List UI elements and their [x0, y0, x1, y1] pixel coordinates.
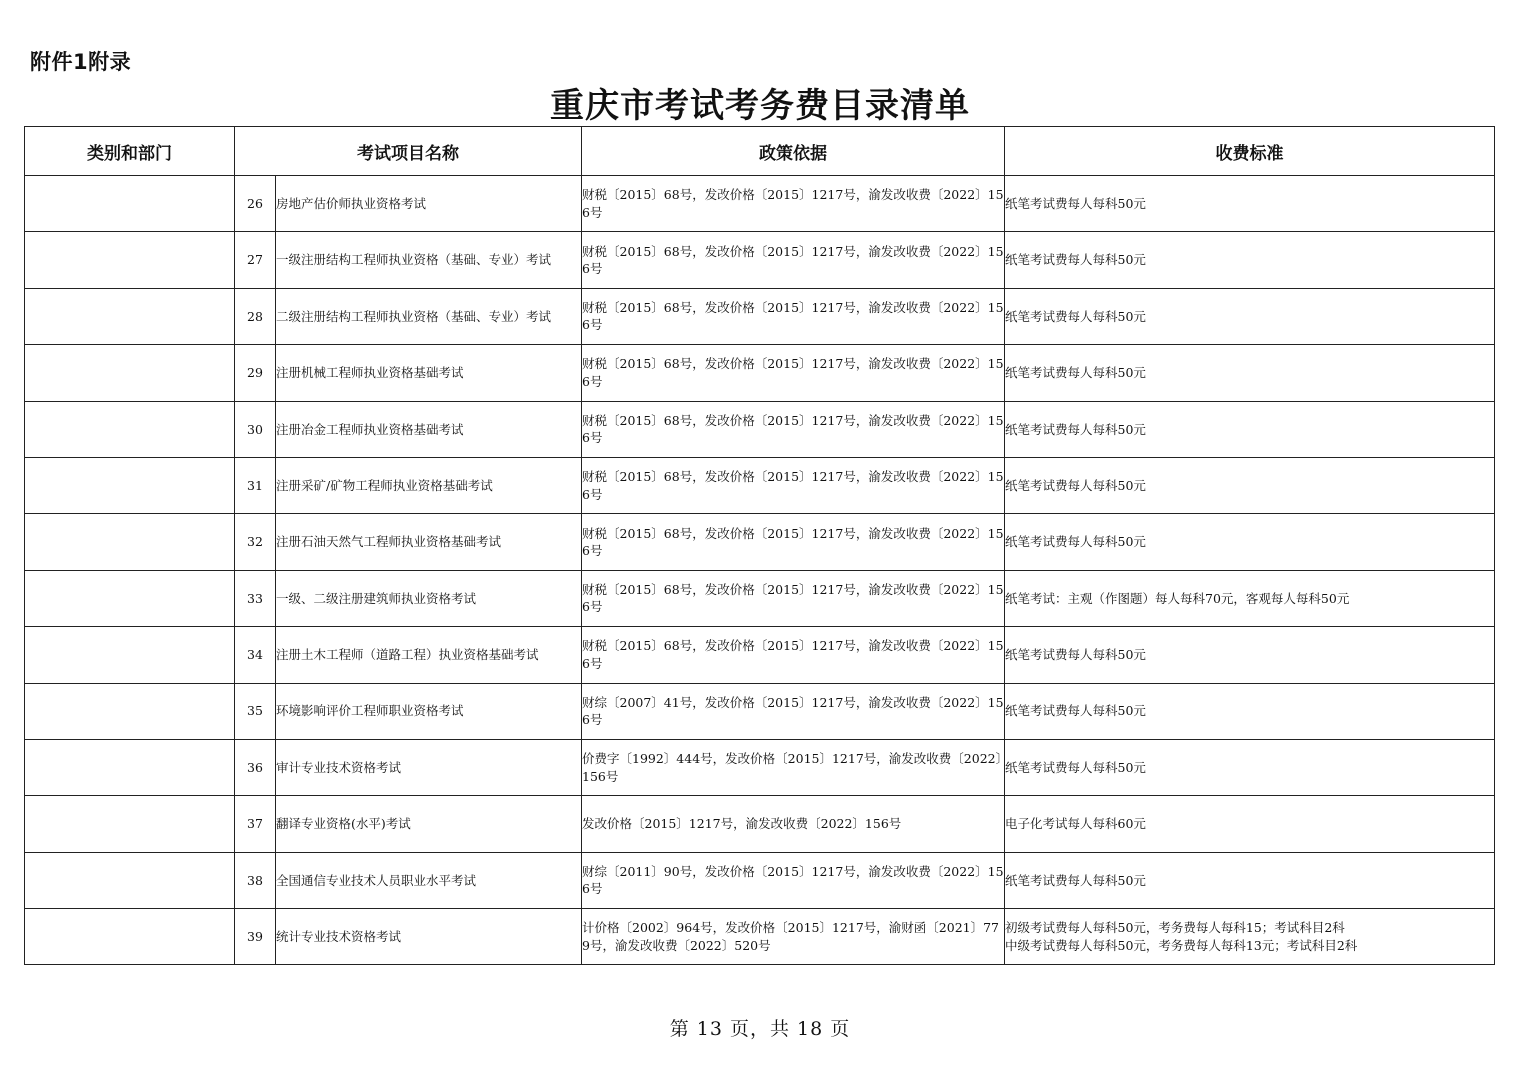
- policy-basis: 发改价格〔2015〕1217号，渝发改收费〔2022〕156号: [582, 796, 1005, 852]
- header-policy-basis: 政策依据: [582, 127, 1005, 176]
- policy-basis: 财综〔2007〕41号，发改价格〔2015〕1217号，渝发改收费〔2022〕156号: [582, 683, 1005, 739]
- table-row: [25, 345, 1495, 401]
- header-fee-standard: 收费标准: [1005, 127, 1495, 176]
- category-cell: [25, 570, 235, 626]
- row-number: 33: [235, 570, 276, 626]
- fee-standard: 电子化考试每人每科60元: [1005, 796, 1495, 852]
- row-number: 35: [235, 683, 276, 739]
- table-row: [25, 176, 1495, 232]
- row-number: 37: [235, 796, 276, 852]
- exam-name: 审计专业技术资格考试: [276, 739, 582, 795]
- table-row: [25, 627, 1495, 683]
- header-exam-name: 考试项目名称: [235, 127, 582, 176]
- exam-name: 注册土木工程师（道路工程）执业资格基础考试: [276, 627, 582, 683]
- policy-basis: 财税〔2015〕68号，发改价格〔2015〕1217号，渝发改收费〔2022〕156号: [582, 514, 1005, 570]
- policy-basis: 计价格〔2002〕964号，发改价格〔2015〕1217号，渝财函〔2021〕779号，渝发改收费〔2022〕520号: [582, 909, 1005, 965]
- fee-standard: 纸笔考试费每人每科50元: [1005, 176, 1495, 232]
- fee-standard: 纸笔考试费每人每科50元: [1005, 345, 1495, 401]
- fee-standard: 初级考试费每人每科50元，考务费每人每科15；考试科目2科 中级考试费每人每科50元，考务费每人每科13元；考试科目2科: [1005, 909, 1495, 965]
- table-row: [25, 683, 1495, 739]
- policy-basis: 财税〔2015〕68号，发改价格〔2015〕1217号，渝发改收费〔2022〕156号: [582, 457, 1005, 513]
- exam-name: 翻译专业资格(水平)考试: [276, 796, 582, 852]
- policy-basis: 财税〔2015〕68号，发改价格〔2015〕1217号，渝发改收费〔2022〕156号: [582, 345, 1005, 401]
- exam-name: 注册冶金工程师执业资格基础考试: [276, 401, 582, 457]
- table-row: [25, 232, 1495, 288]
- page-footer: 第 13 页，共 18 页: [669, 1018, 851, 1040]
- category-cell: [25, 457, 235, 513]
- table-row: [25, 401, 1495, 457]
- category-cell: [25, 739, 235, 795]
- policy-basis: 财税〔2015〕68号，发改价格〔2015〕1217号，渝发改收费〔2022〕156号: [582, 570, 1005, 626]
- table-row: [25, 457, 1495, 513]
- table-row: [25, 514, 1495, 570]
- policy-basis: 财税〔2015〕68号，发改价格〔2015〕1217号，渝发改收费〔2022〕156号: [582, 232, 1005, 288]
- exam-name: 全国通信专业技术人员职业水平考试: [276, 852, 582, 908]
- exam-name: 注册机械工程师执业资格基础考试: [276, 345, 582, 401]
- exam-name: 注册石油天然气工程师执业资格基础考试: [276, 514, 582, 570]
- exam-name: 注册采矿/矿物工程师执业资格基础考试: [276, 457, 582, 513]
- fee-standard: 纸笔考试费每人每科50元: [1005, 852, 1495, 908]
- row-number: 26: [235, 176, 276, 232]
- row-number: 30: [235, 401, 276, 457]
- fee-standard: 纸笔考试费每人每科50元: [1005, 683, 1495, 739]
- policy-basis: 财税〔2015〕68号，发改价格〔2015〕1217号，渝发改收费〔2022〕156号: [582, 176, 1005, 232]
- policy-basis: 财税〔2015〕68号，发改价格〔2015〕1217号，渝发改收费〔2022〕156号: [582, 627, 1005, 683]
- exam-name: 环境影响评价工程师职业资格考试: [276, 683, 582, 739]
- header-category: 类别和部门: [25, 127, 235, 176]
- fee-standard: 纸笔考试费每人每科50元: [1005, 288, 1495, 344]
- exam-name: 一级、二级注册建筑师执业资格考试: [276, 570, 582, 626]
- page-title: 重庆市考试考务费目录清单: [550, 86, 970, 126]
- row-number: 27: [235, 232, 276, 288]
- category-cell: [25, 345, 235, 401]
- row-number: 34: [235, 627, 276, 683]
- fee-standard: 纸笔考试费每人每科50元: [1005, 739, 1495, 795]
- policy-basis: 财税〔2015〕68号，发改价格〔2015〕1217号，渝发改收费〔2022〕156号: [582, 288, 1005, 344]
- exam-name: 二级注册结构工程师执业资格（基础、专业）考试: [276, 288, 582, 344]
- policy-basis: 财税〔2015〕68号，发改价格〔2015〕1217号，渝发改收费〔2022〕156号: [582, 401, 1005, 457]
- row-number: 36: [235, 739, 276, 795]
- table-row: [25, 852, 1495, 908]
- category-cell: [25, 288, 235, 344]
- table-row: [25, 739, 1495, 795]
- category-cell: [25, 627, 235, 683]
- exam-name: 统计专业技术资格考试: [276, 909, 582, 965]
- category-cell: [25, 909, 235, 965]
- category-cell: [25, 401, 235, 457]
- policy-basis: 价费字〔1992〕444号，发改价格〔2015〕1217号，渝发改收费〔2022〕156号: [582, 739, 1005, 795]
- policy-basis: 财综〔2011〕90号，发改价格〔2015〕1217号，渝发改收费〔2022〕156号: [582, 852, 1005, 908]
- table-row: [25, 796, 1495, 852]
- row-number: 38: [235, 852, 276, 908]
- row-number: 29: [235, 345, 276, 401]
- fee-standard: 纸笔考试费每人每科50元: [1005, 514, 1495, 570]
- fee-standard: 纸笔考试：主观（作图题）每人每科70元，客观每人每科50元: [1005, 570, 1495, 626]
- exam-name: 一级注册结构工程师执业资格（基础、专业）考试: [276, 232, 582, 288]
- row-number: 32: [235, 514, 276, 570]
- category-cell: [25, 176, 235, 232]
- fee-catalog-table: [24, 126, 1495, 965]
- category-cell: [25, 796, 235, 852]
- row-number: 28: [235, 288, 276, 344]
- category-cell: [25, 683, 235, 739]
- row-number: 31: [235, 457, 276, 513]
- attachment-label: 附件1附录: [30, 50, 132, 74]
- exam-name: 房地产估价师执业资格考试: [276, 176, 582, 232]
- table-row: [25, 909, 1495, 965]
- fee-standard: 纸笔考试费每人每科50元: [1005, 627, 1495, 683]
- table-row: [25, 570, 1495, 626]
- table-header-row: [25, 127, 1495, 176]
- fee-standard: 纸笔考试费每人每科50元: [1005, 401, 1495, 457]
- category-cell: [25, 852, 235, 908]
- fee-standard: 纸笔考试费每人每科50元: [1005, 457, 1495, 513]
- category-cell: [25, 232, 235, 288]
- table-row: [25, 288, 1495, 344]
- category-cell: [25, 514, 235, 570]
- fee-standard: 纸笔考试费每人每科50元: [1005, 232, 1495, 288]
- row-number: 39: [235, 909, 276, 965]
